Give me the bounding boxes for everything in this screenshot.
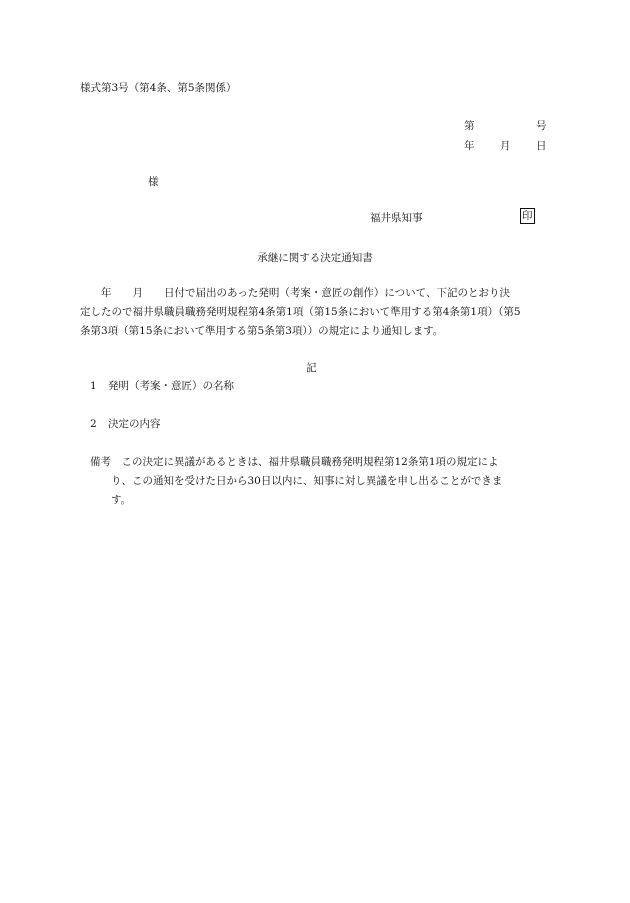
date-line xyxy=(464,138,549,158)
body-line: 条第3項（第15条において準用する第5条第3項））の規定により通知します。 xyxy=(80,325,444,337)
date-day: 日 xyxy=(536,140,547,152)
form-number: 様式第3号（第4条、第5条関係） xyxy=(80,82,237,94)
document-title: 承継に関する決定通知書 xyxy=(257,252,373,264)
body-line: 定したので福井県職員職務発明規程第4条第1項（第15条において準用する第4条第1項）（第5 xyxy=(80,306,521,318)
number-go: 号 xyxy=(536,120,547,132)
addressee: 様 xyxy=(148,176,159,188)
item-invention-name xyxy=(90,378,234,393)
date-year: 年 xyxy=(464,140,475,152)
number-dai: 第 xyxy=(464,120,475,132)
item-number: 1 xyxy=(90,380,97,392)
date-month: 月 xyxy=(500,140,511,152)
sender: 福井県知事 xyxy=(370,212,423,224)
remark-first-line xyxy=(90,453,550,472)
number-line xyxy=(464,118,549,138)
remark-line: この決定に異議があるときは、福井県職員職務発明規程第12条第1項の規定によ xyxy=(111,456,499,468)
remark-block xyxy=(90,453,550,510)
item-decision-content xyxy=(90,416,161,431)
body-paragraph xyxy=(80,284,550,341)
body-line: 年 月 日付で届出のあった発明（考案・意匠の創作）について、下記のとおり決 xyxy=(80,287,510,299)
remark-line: す。 xyxy=(111,494,132,506)
remark-line: り、この通知を受けた日から30日以内に、知事に対し異議を申し出ることができま xyxy=(111,475,503,487)
remark-label: 備考 xyxy=(90,456,111,468)
ki-heading: 記 xyxy=(306,362,317,374)
item-label: 決定の内容 xyxy=(108,418,161,430)
number-date-block xyxy=(464,118,549,158)
item-label: 発明（考案・意匠）の名称 xyxy=(108,380,234,392)
seal-mark: 印 xyxy=(522,210,533,222)
item-number: 2 xyxy=(90,418,97,430)
